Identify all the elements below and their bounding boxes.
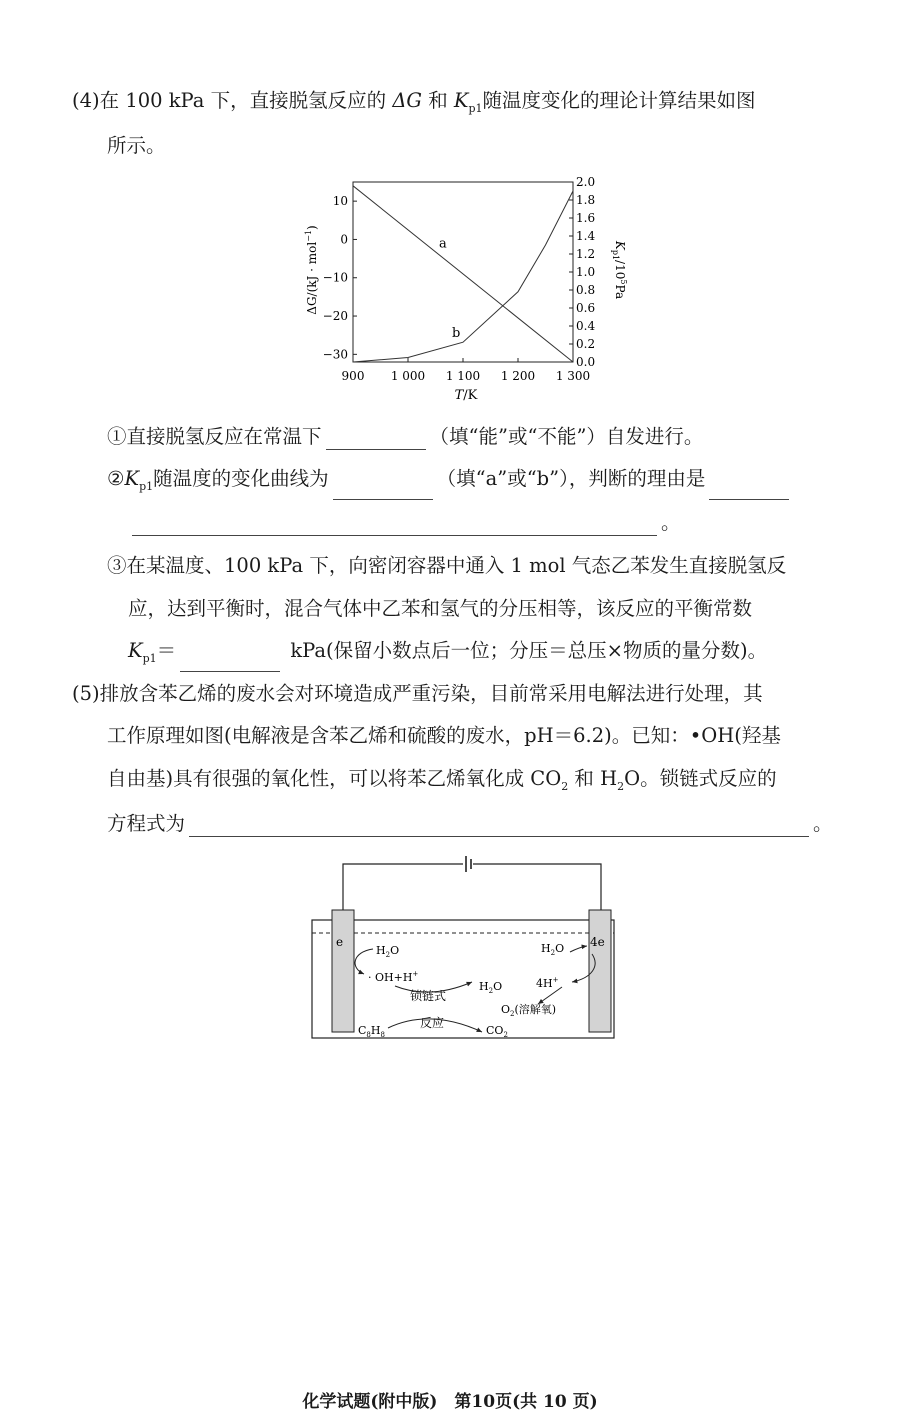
answer-blank-5[interactable] <box>180 651 280 672</box>
item-2-cont: 。 <box>128 510 681 536</box>
q4-line2: 所示。 <box>107 134 166 157</box>
left-axis-ticks <box>323 194 357 361</box>
h2o-right: $H_2O$ <box>541 942 565 957</box>
answer-blank-6[interactable] <box>189 816 809 837</box>
left-electrode <box>332 910 354 1032</box>
h2o-left: $H_2O$ <box>376 944 400 959</box>
right-tick-label: 1.8 <box>576 193 596 207</box>
series-group <box>353 186 573 362</box>
co2-product: $CO_2$ <box>486 1024 508 1039</box>
x-tick-label: 1 000 <box>390 369 426 383</box>
right-tick-label: 0.0 <box>576 355 596 369</box>
series-a-label: a <box>439 236 447 252</box>
left-tick-label: 10 <box>332 194 348 209</box>
styrene-label: $C_8H_8$ <box>358 1024 385 1039</box>
item-2: $②K_{p1}$随温度的变化曲线为 （填“a”或“b”），判断的理由是 <box>107 466 793 500</box>
h2o-product: $H_2O$ <box>479 980 503 995</box>
answer-blank-4[interactable] <box>132 515 657 536</box>
wire-left <box>343 864 463 910</box>
left-tick-label: 0 <box>340 232 348 247</box>
right-axis-label: $K_{p1}/10^5Pa$ <box>611 240 628 300</box>
left-electron-label: e <box>336 935 344 949</box>
x-tick-label: 1 300 <box>555 369 591 383</box>
left-tick-label: −10 <box>322 270 348 285</box>
right-tick-label: 1.4 <box>576 229 596 243</box>
left-tick-label: −30 <box>322 347 348 362</box>
right-tick-label: 2.0 <box>576 175 596 189</box>
right-tick-label: 0.4 <box>576 319 596 333</box>
page-footer: 化学试题(附中版) 第10页(共 10 页) <box>302 1392 598 1412</box>
series-a-line <box>353 186 573 362</box>
series-b-label: b <box>452 326 461 342</box>
series-b-line <box>353 191 573 362</box>
right-tick-label: 0.6 <box>576 301 596 315</box>
electrolysis-diagram <box>300 850 620 1045</box>
q5-line4: 方程式为 。 <box>107 812 833 835</box>
x-tick-label: 1 200 <box>500 369 536 383</box>
item-3-line3: $K_{p1}= kPa$(保留小数点后一位；分压＝总压×物质的量分数)。 <box>128 638 767 672</box>
arrow-h2o-to-electrode <box>570 946 587 952</box>
answer-blank-1[interactable] <box>326 429 426 450</box>
chain-reaction-label-1: 锁链式 <box>410 989 447 1003</box>
q5-line1: (5)排放含苯乙烯的废水会对环境造成严重污染，目前常采用电解法进行处理，其 <box>72 682 763 705</box>
container <box>312 920 614 1038</box>
right-tick-label: 0.8 <box>576 283 596 297</box>
right-tick-label: 1.2 <box>576 247 596 261</box>
item-1: ①直接脱氢反应在常温下 （填“能”或“不能”）自发进行。 <box>107 425 704 448</box>
item-3-line2: 应，达到平衡时，混合气体中乙苯和氢气的分压相等，该反应的平衡常数 <box>128 597 753 620</box>
chain-reaction-label-2: 反应 <box>420 1016 445 1030</box>
q5-number: (5) <box>72 682 100 705</box>
right-tick-label: 1.0 <box>576 265 596 279</box>
x-tick-label: 1 100 <box>445 369 481 383</box>
right-tick-label: 0.2 <box>576 337 596 351</box>
q5-line2: 工作原理如图(电解液是含苯乙烯和硫酸的废水，pH＝6.2)。已知：•OH(羟基 <box>107 724 781 747</box>
left-tick-label: −20 <box>322 309 348 324</box>
q4-line1: (4)在 100 kPa 下，直接脱氢反应的 ΔG 和 $K_{p1}$随温度变化的理论计算结果如图 <box>72 89 756 115</box>
q4-number: (4) <box>72 89 100 112</box>
left-axis-label: ΔG/(kJ · mol$^{-1}$) <box>304 225 319 315</box>
q5-line3: 自由基)具有很强的氧化性，可以将苯乙烯氧化成 $CO_2$ 和 $H_2O$。锁链式反应的 <box>107 767 777 793</box>
answer-blank-2[interactable] <box>333 479 433 500</box>
right-tick-label: 1.6 <box>576 211 596 225</box>
dissolved-oxygen-label: $O_2$(溶解氧) <box>501 1003 557 1018</box>
h-plus-label: 4H+ <box>536 976 559 990</box>
x-axis-label: T/K <box>454 388 478 403</box>
dg-kp-chart <box>296 170 626 410</box>
answer-blank-3[interactable] <box>709 479 789 500</box>
right-electron-label: 4e <box>590 935 605 949</box>
item-3-line1: ③在某温度、100 kPa 下，向密闭容器中通入 1 mol 气态乙苯发生直接脱氢反 <box>107 554 787 577</box>
x-tick-label: 900 <box>341 369 365 383</box>
oh-radical-label: · OH+H+ <box>368 970 419 984</box>
wire-right <box>473 864 601 910</box>
